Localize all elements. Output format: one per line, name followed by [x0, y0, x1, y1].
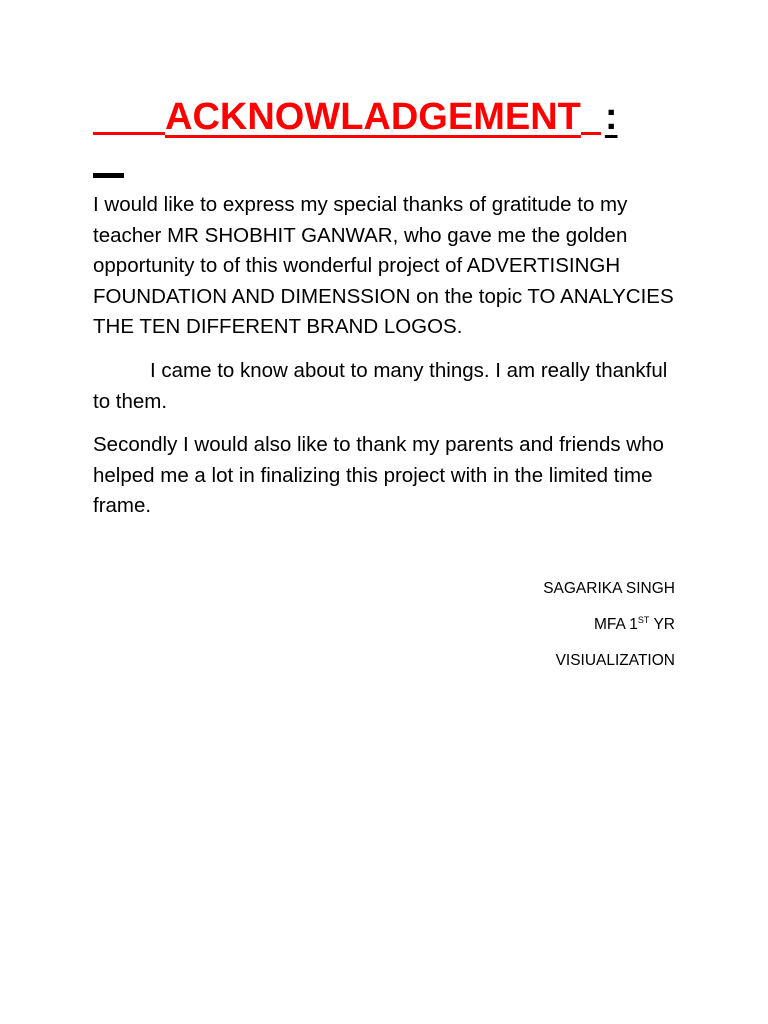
author-name: SAGARIKA SINGH — [543, 580, 675, 597]
dash-mark — [93, 173, 124, 178]
heading-underline-gap — [581, 92, 601, 135]
page-title: ACKNOWLADGEMENT — [165, 96, 581, 138]
author-department: VISIUALIZATION — [555, 652, 675, 669]
course-prefix: MFA 1 — [593, 616, 638, 633]
heading-underline-lead — [93, 92, 165, 135]
heading — [93, 92, 675, 140]
signature-block — [375, 578, 675, 686]
paragraph-family-thanks: Secondly I would also like to thank my parents and friends who helped me a lot in finalizing this project with in the limited time frame. — [93, 433, 664, 518]
title-colon: : — [604, 96, 618, 138]
paragraph-gratitude: I would like to express my special thanks of gratitude to my teacher MR SHOBHIT GANWAR, who gave me the golden opportunity to of this wonderful project of ADVERTISINGH FOUNDATION AND DIMENSSION on the topic TO ANALYCIES THE TEN DIFFERENT BRAND LOGOS. — [93, 193, 674, 339]
author-course — [375, 614, 675, 650]
course-suffix: YR — [649, 616, 675, 633]
paragraph-learning: I came to know about to many things. I am really thankful to them. — [93, 359, 668, 413]
course-superscript: ST — [637, 615, 650, 625]
